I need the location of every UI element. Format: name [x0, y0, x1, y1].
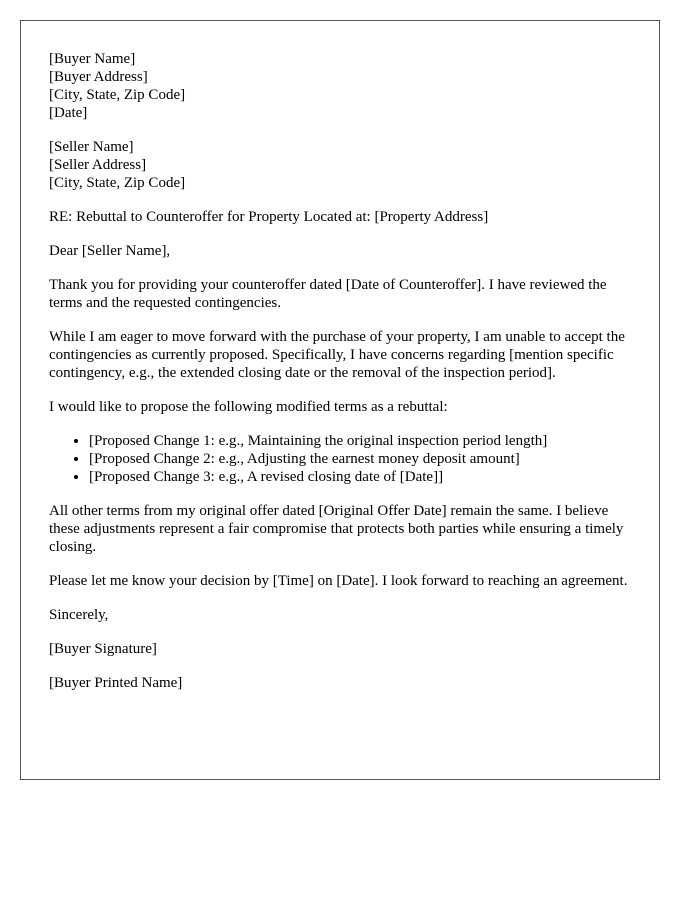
seller-address: [Seller Address]	[49, 157, 147, 173]
body-paragraph-5: Please let me know your decision by [Time] on [Date]. I look forward to reaching an agreement.	[49, 573, 628, 589]
body-paragraph-2: While I am eager to move forward with the purchase of your property, I am unable to accept the contingencies as currently proposed. Specifically, I have concerns regarding [mention specific contingency, e.g., the extended closing date or the removal of the inspection period].	[49, 329, 625, 381]
buyer-city-state-zip: [City, State, Zip Code]	[49, 87, 186, 103]
seller-city-state-zip: [City, State, Zip Code]	[49, 175, 186, 191]
buyer-name: [Buyer Name]	[49, 51, 136, 67]
closing: Sincerely,	[49, 607, 109, 623]
body-paragraph-1: Thank you for providing your counteroffer dated [Date of Counteroffer]. I have reviewed the terms and the requested contingencies.	[49, 277, 607, 311]
subject-line: RE: Rebuttal to Counteroffer for Property Located at: [Property Address]	[49, 209, 489, 225]
list-item: • [Proposed Change 2: e.g., Adjusting the earnest money deposit amount]	[89, 450, 631, 468]
letter-date: [Date]	[49, 105, 88, 121]
body-paragraph-3: I would like to propose the following modified terms as a rebuttal:	[49, 399, 448, 415]
salutation: Dear [Seller Name],	[49, 243, 171, 259]
body-paragraph-4: All other terms from my original offer dated [Original Offer Date] remain the same. I believe these adjustments represent a fair compromise that protects both parties while ensuring a timely closing.	[49, 503, 624, 555]
proposed-changes-list	[49, 432, 631, 486]
letter-document	[20, 20, 660, 780]
printed-name-line: [Buyer Printed Name]	[49, 675, 183, 691]
seller-address-block	[49, 138, 631, 192]
list-item: • [Proposed Change 3: e.g., A revised closing date of [Date]]	[89, 468, 631, 486]
buyer-address-block	[49, 50, 631, 122]
signature-line: [Buyer Signature]	[49, 641, 157, 657]
buyer-address: [Buyer Address]	[49, 69, 148, 85]
seller-name: [Seller Name]	[49, 139, 134, 155]
list-item: • [Proposed Change 1: e.g., Maintaining the original inspection period length]	[89, 432, 631, 450]
